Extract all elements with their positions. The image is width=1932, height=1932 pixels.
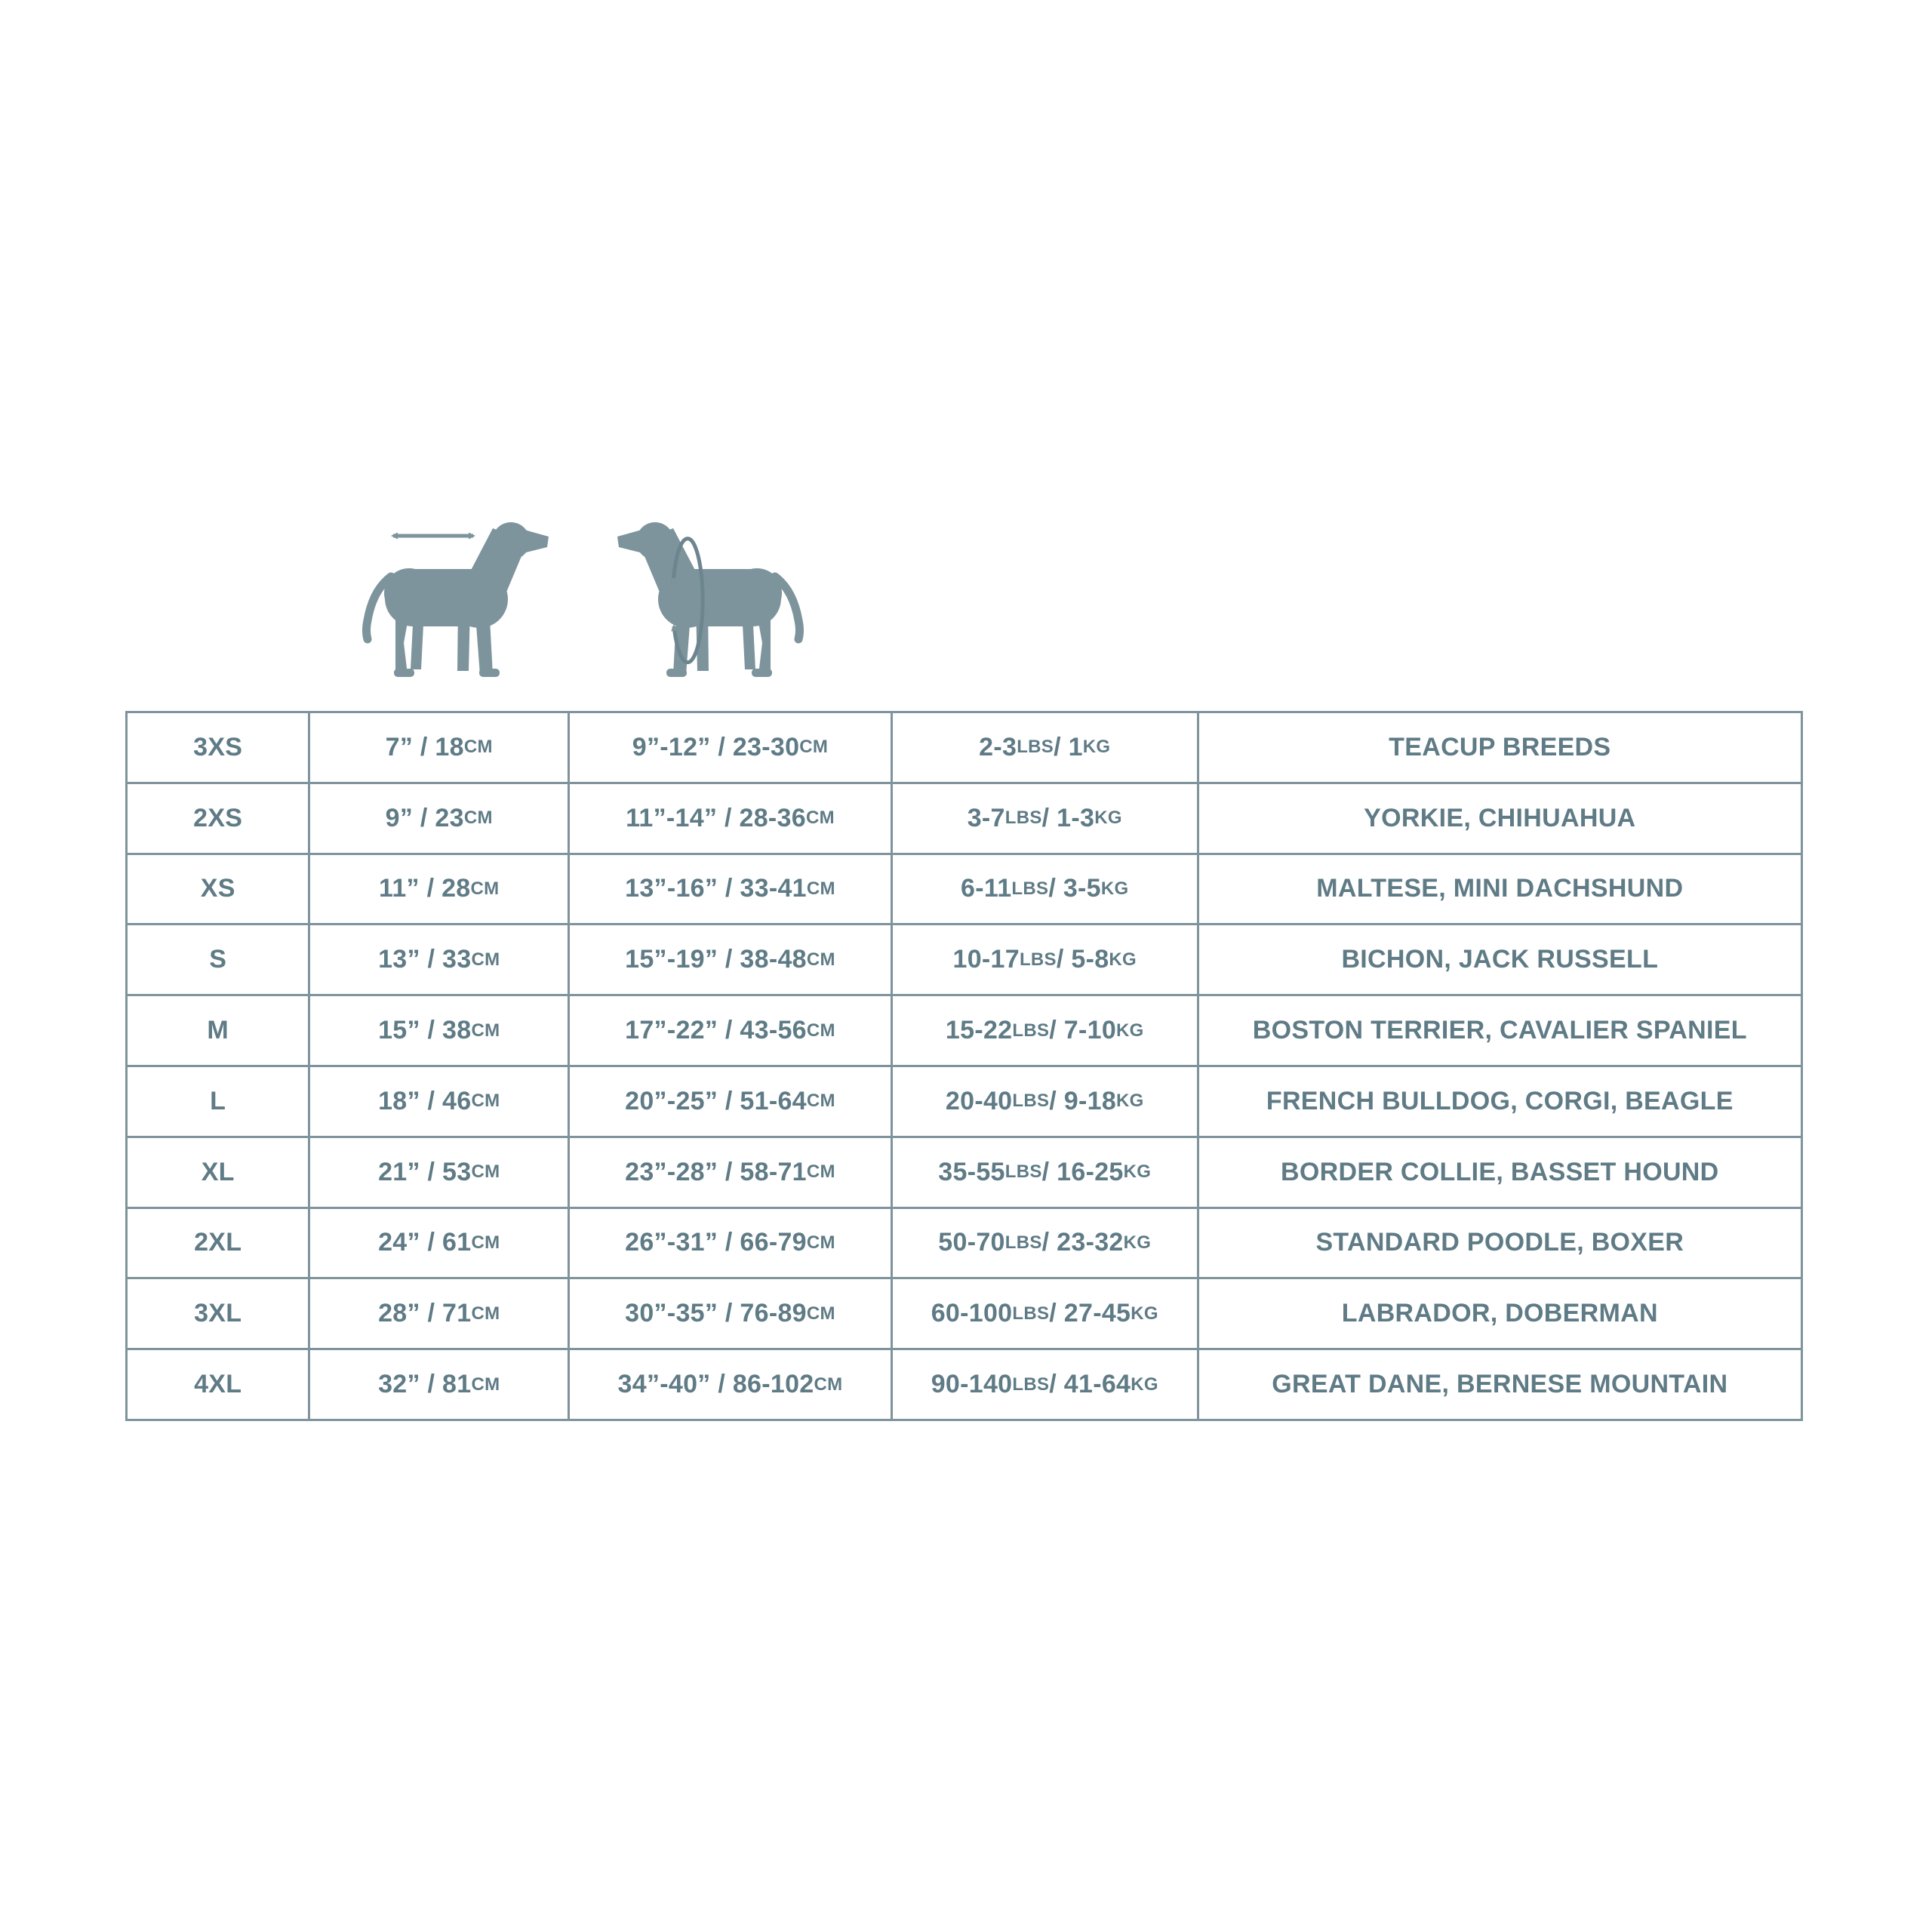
value-text: 2-3	[979, 732, 1017, 761]
value-text: 3XL	[194, 1299, 242, 1328]
value-text: / 5-8	[1056, 945, 1109, 974]
value-text: BORDER COLLIE, BASSET HOUND	[1281, 1157, 1719, 1186]
cell-chest-girth	[568, 1350, 891, 1419]
unit-label: CM	[471, 1303, 500, 1324]
value-text: M	[207, 1016, 229, 1045]
unit-label: LBS	[1004, 808, 1042, 829]
unit-label: KG	[1123, 1161, 1152, 1183]
cell-breeds	[1197, 1067, 1801, 1136]
value-text: FRENCH BULLDOG, CORGI, BEAGLE	[1266, 1086, 1734, 1115]
unit-label: CM	[805, 808, 835, 829]
value-text: / 1	[1054, 732, 1083, 761]
table-row	[128, 994, 1801, 1065]
size-chart-table	[125, 711, 1803, 1421]
cell-breeds	[1197, 1279, 1801, 1348]
cell-back-length	[308, 996, 568, 1065]
value-text: 18” / 46	[378, 1086, 472, 1115]
unit-label: CM	[799, 737, 829, 758]
value-text: 90-140	[931, 1370, 1013, 1399]
cell-weight	[891, 996, 1197, 1065]
value-text: / 9-18	[1049, 1086, 1117, 1115]
cell-back-length	[308, 1138, 568, 1207]
value-text: 26”-31” / 66-79	[625, 1228, 807, 1257]
unit-label: CM	[814, 1374, 843, 1395]
cell-back-length	[308, 784, 568, 853]
value-text: L	[210, 1086, 226, 1115]
cell-chest-girth	[568, 996, 891, 1065]
table-row	[128, 853, 1801, 924]
table-row	[128, 1277, 1801, 1348]
value-text: 7” / 18	[385, 732, 464, 761]
table-row	[128, 1207, 1801, 1278]
table-row	[128, 1065, 1801, 1136]
dog-silhouette-right	[617, 522, 800, 677]
value-text: 28” / 71	[378, 1299, 472, 1328]
unit-label: CM	[806, 1161, 835, 1183]
cell-breeds	[1197, 713, 1801, 782]
value-text: 13”-16” / 33-41	[625, 874, 807, 903]
unit-label: CM	[470, 878, 500, 899]
value-text: 20-40	[945, 1086, 1013, 1115]
cell-back-length	[308, 1209, 568, 1278]
cell-breeds	[1197, 925, 1801, 994]
cell-breeds	[1197, 996, 1801, 1065]
value-text: 35-55	[938, 1157, 1005, 1186]
cell-breeds	[1197, 1138, 1801, 1207]
value-text: 21” / 53	[378, 1157, 472, 1186]
value-text: 15”-19” / 38-48	[625, 945, 807, 974]
unit-label: LBS	[1012, 1374, 1050, 1395]
unit-label: CM	[806, 1020, 835, 1041]
unit-label: CM	[471, 1020, 500, 1041]
value-text: BICHON, JACK RUSSELL	[1341, 945, 1659, 974]
value-text: / 16-25	[1041, 1157, 1124, 1186]
value-text: 15-22	[945, 1016, 1013, 1045]
unit-label: KG	[1123, 1232, 1152, 1253]
unit-label: LBS	[1004, 1161, 1042, 1183]
cell-back-length	[308, 713, 568, 782]
unit-label: LBS	[1012, 1020, 1050, 1041]
cell-size	[128, 855, 308, 924]
value-text: / 41-64	[1049, 1370, 1131, 1399]
value-text: 60-100	[931, 1299, 1013, 1328]
cell-breeds	[1197, 784, 1801, 853]
cell-weight	[891, 855, 1197, 924]
value-text: GREAT DANE, BERNESE MOUNTAIN	[1272, 1370, 1728, 1399]
cell-breeds	[1197, 855, 1801, 924]
cell-weight	[891, 1350, 1197, 1419]
value-text: 2XS	[193, 803, 243, 832]
value-text: / 3-5	[1048, 874, 1101, 903]
value-text: 11” / 28	[379, 874, 471, 903]
table-row	[128, 923, 1801, 994]
unit-label: LBS	[1011, 878, 1049, 899]
unit-label: CM	[471, 1091, 500, 1112]
value-text: YORKIE, CHIHUAHUA	[1364, 803, 1636, 832]
table-row	[128, 1348, 1801, 1419]
value-text: / 7-10	[1049, 1016, 1117, 1045]
value-text: LABRADOR, DOBERMAN	[1341, 1299, 1658, 1328]
value-text: 50-70	[938, 1228, 1005, 1257]
unit-label: LBS	[1004, 1232, 1042, 1253]
value-text: 15” / 38	[378, 1016, 472, 1045]
unit-label: KG	[1094, 808, 1122, 829]
cell-chest-girth	[568, 784, 891, 853]
cell-breeds	[1197, 1350, 1801, 1419]
cell-size	[128, 784, 308, 853]
value-text: TEACUP BREEDS	[1389, 732, 1611, 761]
cell-size	[128, 1350, 308, 1419]
unit-label: CM	[463, 737, 493, 758]
value-text: 34”-40” / 86-102	[617, 1370, 814, 1399]
unit-label: CM	[806, 1232, 835, 1253]
value-text: / 1-3	[1041, 803, 1095, 832]
cell-chest-girth	[568, 1138, 891, 1207]
cell-chest-girth	[568, 713, 891, 782]
cell-size	[128, 1279, 308, 1348]
unit-label: CM	[471, 1161, 500, 1183]
cell-size	[128, 1138, 308, 1207]
unit-label: KG	[1131, 1303, 1158, 1324]
value-text: 13” / 33	[378, 945, 472, 974]
unit-label: KG	[1082, 737, 1111, 758]
value-text: 24” / 61	[378, 1228, 472, 1257]
unit-label: CM	[806, 949, 835, 970]
value-text: 11”-14” / 28-36	[626, 803, 806, 832]
cell-back-length	[308, 925, 568, 994]
table-row	[128, 782, 1801, 853]
cell-weight	[891, 1138, 1197, 1207]
value-text: XL	[201, 1157, 235, 1186]
cell-chest-girth	[568, 1067, 891, 1136]
unit-label: KG	[1116, 1020, 1144, 1041]
value-text: 17”-22” / 43-56	[625, 1016, 807, 1045]
cell-back-length	[308, 1279, 568, 1348]
unit-label: LBS	[1017, 737, 1054, 758]
dog-measurement-diagram	[343, 507, 841, 697]
unit-label: KG	[1116, 1091, 1144, 1112]
unit-label: KG	[1109, 949, 1137, 970]
unit-label: LBS	[1019, 949, 1057, 970]
cell-weight	[891, 925, 1197, 994]
unit-label: KG	[1131, 1374, 1158, 1395]
cell-chest-girth	[568, 925, 891, 994]
value-text: 9”-12” / 23-30	[632, 732, 800, 761]
cell-weight	[891, 1067, 1197, 1136]
unit-label: CM	[463, 808, 493, 829]
value-text: / 27-45	[1049, 1299, 1131, 1328]
unit-label: KG	[1100, 878, 1129, 899]
value-text: / 23-32	[1041, 1228, 1124, 1257]
unit-label: CM	[471, 1374, 500, 1395]
value-text: S	[209, 945, 227, 974]
cell-size	[128, 713, 308, 782]
unit-label: CM	[806, 1091, 835, 1112]
cell-size	[128, 1067, 308, 1136]
cell-weight	[891, 713, 1197, 782]
cell-chest-girth	[568, 1209, 891, 1278]
unit-label: CM	[806, 878, 835, 899]
cell-back-length	[308, 855, 568, 924]
unit-label: CM	[471, 1232, 500, 1253]
value-text: 23”-28” / 58-71	[625, 1157, 807, 1186]
cell-size	[128, 996, 308, 1065]
unit-label: LBS	[1012, 1303, 1050, 1324]
unit-label: CM	[471, 949, 500, 970]
value-text: BOSTON TERRIER, CAVALIER SPANIEL	[1252, 1016, 1747, 1045]
value-text: 30”-35” / 76-89	[625, 1299, 807, 1328]
cell-breeds	[1197, 1209, 1801, 1278]
dog-silhouette-left	[367, 522, 549, 677]
value-text: 9” / 23	[385, 803, 464, 832]
value-text: 3XS	[193, 732, 243, 761]
value-text: XS	[200, 874, 235, 903]
cell-weight	[891, 784, 1197, 853]
table-row	[128, 713, 1801, 782]
value-text: STANDARD POODLE, BOXER	[1315, 1228, 1684, 1257]
cell-chest-girth	[568, 1279, 891, 1348]
cell-size	[128, 925, 308, 994]
value-text: 6-11	[961, 874, 1012, 903]
unit-label: LBS	[1012, 1091, 1050, 1112]
value-text: 3-7	[967, 803, 1005, 832]
cell-back-length	[308, 1350, 568, 1419]
value-text: 32” / 81	[378, 1370, 472, 1399]
value-text: 2XL	[194, 1228, 242, 1257]
cell-back-length	[308, 1067, 568, 1136]
table-row	[128, 1136, 1801, 1207]
cell-chest-girth	[568, 855, 891, 924]
unit-label: CM	[806, 1303, 835, 1324]
value-text: 4XL	[194, 1370, 242, 1399]
cell-size	[128, 1209, 308, 1278]
cell-weight	[891, 1279, 1197, 1348]
value-text: 10-17	[952, 945, 1020, 974]
value-text: 20”-25” / 51-64	[625, 1086, 807, 1115]
value-text: MALTESE, MINI DACHSHUND	[1316, 874, 1684, 903]
cell-weight	[891, 1209, 1197, 1278]
